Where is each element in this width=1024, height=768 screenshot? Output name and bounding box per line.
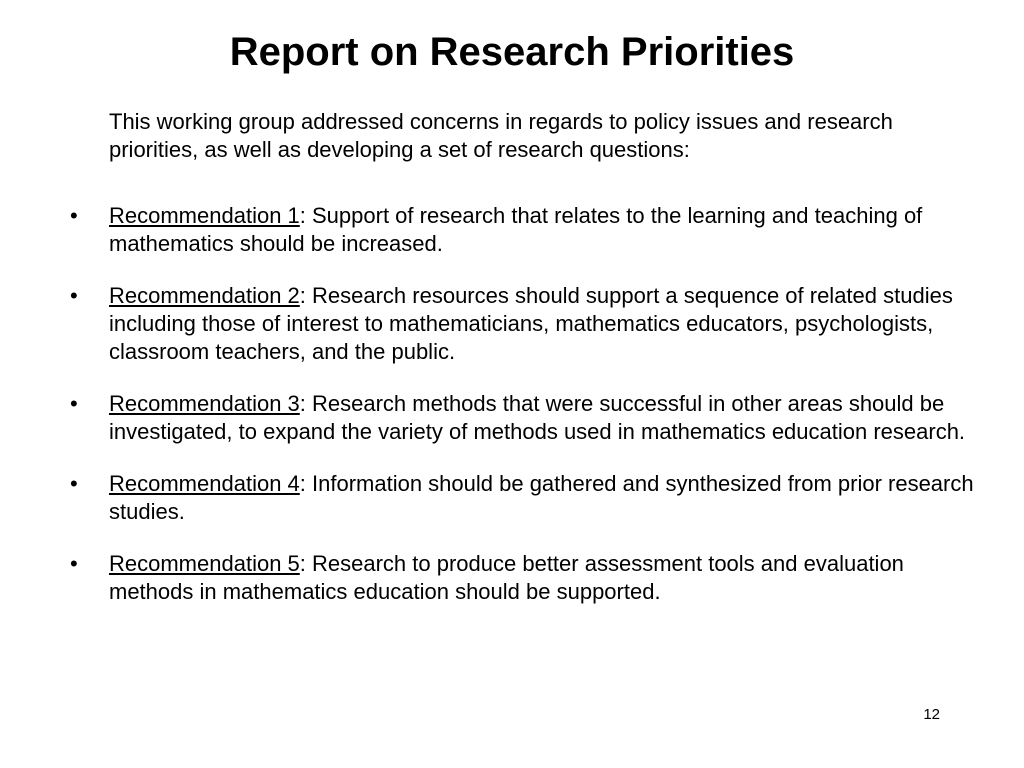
recommendation-item-2 xyxy=(66,282,976,366)
bullet-icon: • xyxy=(70,203,78,228)
bullet-icon: • xyxy=(70,391,78,416)
recommendation-text: : Research methods that were successful in other areas should be investigated, to expand the variety of methods used in mathematics education research. xyxy=(109,391,966,444)
recommendation-text: : Information should be gathered and synthesized from prior research studies. xyxy=(109,471,974,524)
recommendation-label: Recommendation 3 xyxy=(109,391,300,416)
recommendation-item-5 xyxy=(66,550,976,606)
recommendation-item-4 xyxy=(66,470,976,526)
bullet-icon: • xyxy=(70,551,78,576)
recommendation-text: : Research resources should support a sequence of related studies including those of interest to mathematicians, mathematics educators, psychologists, classroom teachers, and the public. xyxy=(109,283,953,364)
recommendation-text: : Support of research that relates to the learning and teaching of mathematics should be increased. xyxy=(109,203,923,256)
slide-title: Report on Research Priorities xyxy=(229,30,795,74)
recommendation-text: : Research to produce better assessment tools and evaluation methods in mathematics education should be supported. xyxy=(109,551,904,604)
recommendation-item-3 xyxy=(66,390,976,446)
bullet-icon: • xyxy=(70,283,78,308)
recommendation-label: Recommendation 2 xyxy=(109,283,300,308)
recommendation-label: Recommendation 1 xyxy=(109,203,300,228)
intro-paragraph: This working group addressed concerns in regards to policy issues and research priorities, as well as developing a set of research questions: xyxy=(109,109,893,162)
recommendation-label: Recommendation 5 xyxy=(109,551,300,576)
page-number: 12 xyxy=(923,706,940,723)
recommendation-item-1 xyxy=(66,202,976,258)
recommendation-label: Recommendation 4 xyxy=(109,471,300,496)
bullet-icon: • xyxy=(70,471,78,496)
recommendation-list xyxy=(66,202,976,630)
